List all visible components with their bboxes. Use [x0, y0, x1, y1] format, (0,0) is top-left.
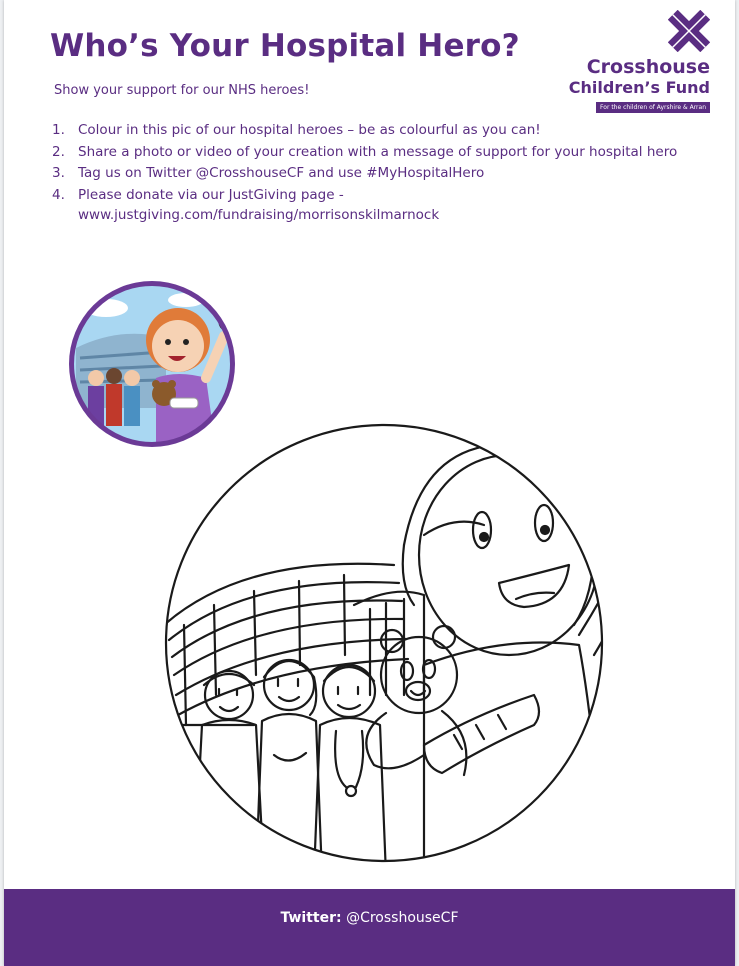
- page-subtitle: Show your support for our NHS heroes!: [54, 83, 310, 98]
- logo-name-line2: Children’s Fund: [568, 78, 710, 97]
- crosshouse-logo: [564, 8, 714, 118]
- instruction-step: 4. Please donate via our JustGiving page - www.justgiving.com/fundraising/morrisonskilmarnock: [52, 186, 440, 223]
- footer-twitter-handle[interactable]: @CrosshouseCF: [341, 910, 459, 926]
- document-page: [4, 0, 735, 966]
- footer-twitter-label: Twitter:: [280, 910, 342, 926]
- footer-bar: [4, 889, 735, 966]
- instructions-list: [52, 120, 692, 227]
- page-title: Who’s Your Hospital Hero?: [50, 28, 520, 64]
- logo-name-line1: Crosshouse: [586, 56, 710, 78]
- instruction-step: 1. Colour in this pic of our hospital heroes – be as colourful as you can!: [52, 122, 541, 138]
- instruction-step: 2. Share a photo or video of your creation with a message of support for your hospital hero: [52, 143, 678, 160]
- instruction-step: 3. Tag us on Twitter @CrosshouseCF and use #MyHospitalHero: [52, 165, 485, 181]
- line-art-hospital-hero-illustration: [124, 395, 684, 875]
- cross-logo-icon: [668, 10, 710, 52]
- logo-tagline: For the children of Ayrshire & Arran: [596, 102, 710, 113]
